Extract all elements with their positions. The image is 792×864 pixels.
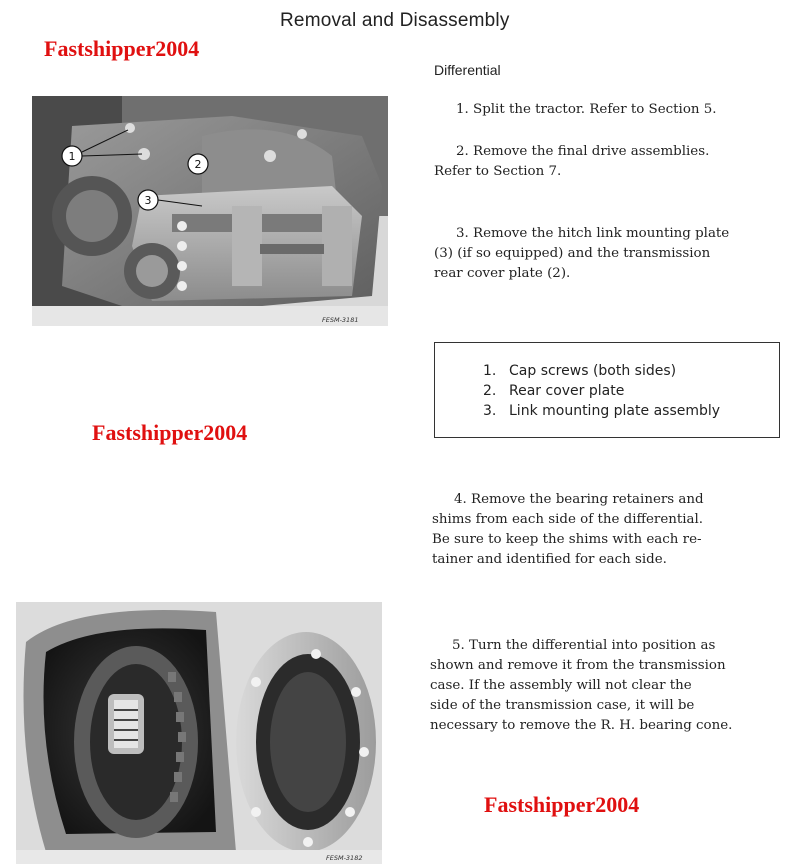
step-line: 3. Remove the hitch link mounting plate	[456, 226, 730, 241]
step-line: shims from each side of the differential.	[432, 512, 704, 527]
page-title: Removal and Disassembly	[280, 10, 510, 31]
watermark-text: Fastshipper2004	[484, 792, 640, 817]
transmission-rear-illustration	[32, 96, 388, 326]
legend-text: Rear cover plate	[509, 383, 625, 399]
watermark-text: Fastshipper2004	[92, 420, 248, 445]
legend-item	[483, 381, 720, 401]
figure-label: FESM-3182	[326, 854, 363, 862]
callout-2	[188, 154, 208, 174]
step-line: shown and remove it from the transmission	[430, 658, 726, 673]
legend-number: 1.	[483, 363, 497, 379]
legend-item	[483, 401, 720, 421]
callout-label: 3	[144, 194, 152, 207]
callout-label: 1	[68, 150, 76, 163]
legend-text: Link mounting plate assembly	[509, 403, 721, 419]
step-line: rear cover plate (2).	[434, 266, 571, 281]
callout-label: 2	[194, 158, 202, 171]
step-line: Be sure to keep the shims with each re-	[432, 532, 702, 547]
step-line: 5. Turn the differential into position as	[452, 638, 716, 653]
legend-item	[483, 361, 720, 381]
step-4	[432, 490, 788, 570]
differential-photo	[16, 602, 382, 864]
step-line: (3) (if so equipped) and the transmission	[434, 246, 711, 261]
figure-label: FESM-3181	[322, 316, 359, 324]
step-line: side of the transmission case, it will be	[430, 698, 695, 713]
step-1	[434, 100, 790, 120]
step-5	[430, 636, 786, 736]
step-line: necessary to remove the R. H. bearing cone.	[430, 718, 733, 733]
section-heading: Differential	[434, 62, 501, 78]
step-line: case. If the assembly will not clear the	[430, 678, 692, 693]
step-line: 4. Remove the bearing retainers and	[454, 492, 704, 507]
step-line: 1. Split the tractor. Refer to Section 5.	[456, 102, 717, 117]
step-2	[434, 142, 790, 182]
step-3	[434, 224, 790, 284]
watermark-text: Fastshipper2004	[44, 36, 200, 61]
transmission-rear-photo	[32, 96, 388, 326]
step-line: Refer to Section 7.	[434, 164, 562, 179]
legend-text: Cap screws (both sides)	[509, 363, 677, 379]
legend-list	[483, 361, 720, 421]
differential-illustration	[16, 602, 382, 864]
legend-number: 2.	[483, 383, 497, 399]
step-line: 2. Remove the final drive assemblies.	[456, 144, 710, 159]
legend-number: 3.	[483, 403, 497, 419]
figure-legend-box	[434, 342, 780, 438]
step-line: tainer and identified for each side.	[432, 552, 667, 567]
